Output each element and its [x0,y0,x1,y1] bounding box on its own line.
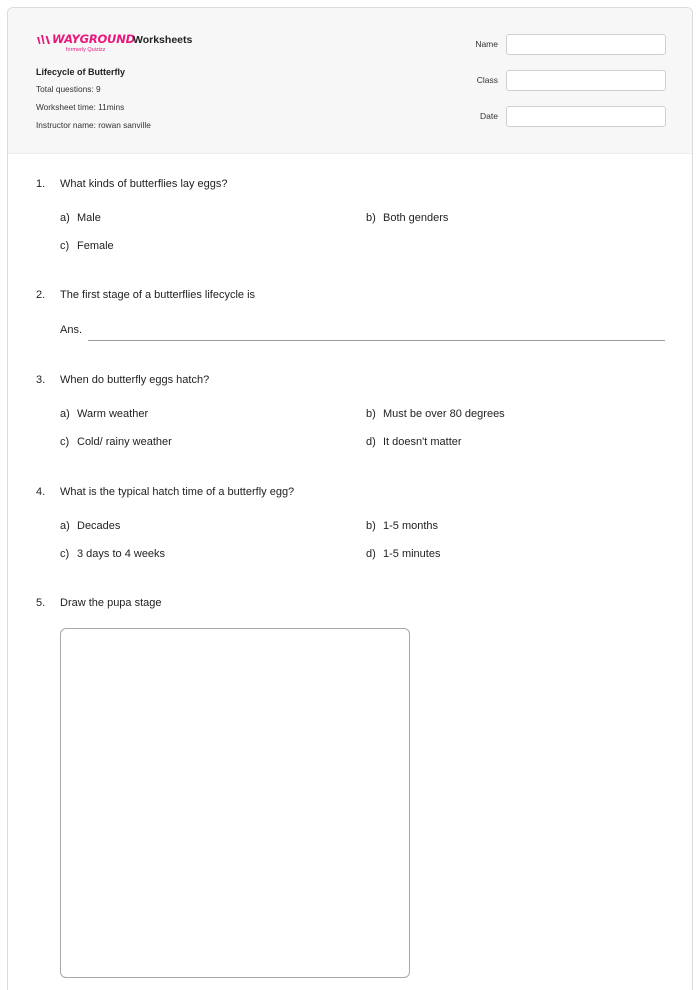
class-label: Class [476,75,498,85]
q4-option-a[interactable]: a) Decades [60,520,121,532]
q3-option-c[interactable]: c) Cold/ rainy weather [60,436,172,448]
date-field[interactable] [506,106,666,127]
date-field-row [453,106,666,127]
question-number: 5. [36,597,46,609]
worksheet-title: Lifecycle of Butterfly [36,67,126,77]
question-3 [36,374,209,386]
class-field[interactable] [506,70,666,91]
question-text: The first stage of a butterflies lifecycle is [60,289,256,301]
q3-option-a[interactable]: a) Warm weather [60,408,149,420]
total-questions: Total questions: 9 [36,84,101,94]
logo-wordmark: WAYGROUND [52,32,135,46]
logo-mark-icon [36,34,51,46]
q4-option-d[interactable]: d) 1-5 minutes [366,548,441,560]
date-label: Date [480,111,498,121]
q3-option-d[interactable]: d) It doesn't matter [366,436,462,448]
q1-option-a[interactable]: a) Male [60,212,101,224]
question-2 [36,289,255,301]
answer-line[interactable] [88,340,665,341]
worksheet-header [8,8,692,154]
drawing-area[interactable] [60,628,410,978]
question-number: 3. [36,374,46,386]
question-4 [36,486,294,498]
instructor-name: Instructor name: rowan sanville [36,120,151,130]
worksheet-time: Worksheet time: 11mins [36,102,125,112]
question-5 [36,597,162,609]
answer-label: Ans. [60,324,83,336]
name-field-row [453,34,666,55]
question-text: Draw the pupa stage [60,597,162,609]
q4-option-b[interactable]: b) 1-5 months [366,520,439,532]
q4-option-c[interactable]: c) 3 days to 4 weeks [60,548,166,560]
name-field[interactable] [506,34,666,55]
question-text: What kinds of butterflies lay eggs? [60,178,228,190]
question-number: 2. [36,289,46,301]
question-number: 1. [36,178,46,190]
q3-option-b[interactable]: b) Must be over 80 degrees [366,408,505,420]
q1-option-c[interactable]: c) Female [60,240,114,252]
question-1 [36,178,228,190]
question-number: 4. [36,486,46,498]
question-text: What is the typical hatch time of a butterfly egg? [60,486,295,498]
q1-option-b[interactable]: b) Both genders [366,212,449,224]
worksheet-page [7,7,693,990]
name-label: Name [475,39,498,49]
logo-subtext: formerly Quizizz [66,47,106,53]
class-field-row [453,70,666,91]
product-name: Worksheets [133,34,193,46]
question-text: When do butterfly eggs hatch? [60,374,210,386]
